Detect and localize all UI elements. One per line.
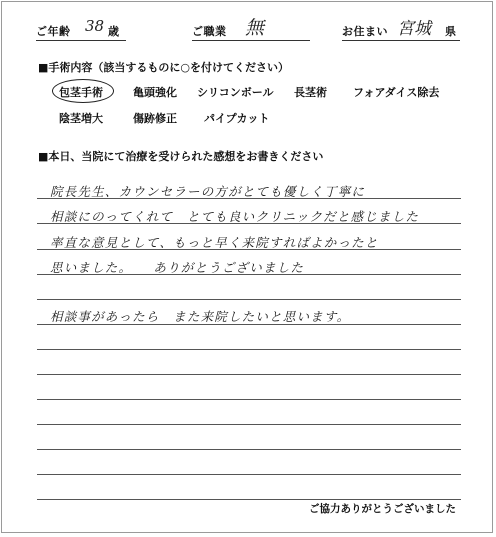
ruled-line [37, 399, 461, 400]
ruled-line [37, 324, 461, 325]
option-houkei[interactable]: 包茎手術 [59, 86, 103, 99]
impressions-title: ■本日、当院にて治療を受けられた感想をお書きください [38, 150, 324, 163]
ruled-line [37, 499, 461, 500]
ruled-line [37, 198, 461, 199]
impression-line-4: 思いました。 ありがとうございました [50, 260, 305, 275]
impression-line-6: 相談事があったら また来院したいと思います。 [50, 309, 351, 324]
selected-circle-mark [52, 79, 114, 103]
footer-thanks: ご協力ありがとうございました [309, 503, 456, 515]
job-value: 無 [245, 17, 265, 39]
address-value: 宮城 [397, 19, 431, 39]
ruled-line [37, 299, 461, 300]
ruled-line [37, 349, 461, 350]
option-pipecut[interactable]: パイプカット [204, 112, 270, 125]
ruled-line [37, 374, 461, 375]
option-fordyce[interactable]: フォアダイス除去 [353, 86, 440, 99]
address-label: お住まい [342, 25, 388, 38]
age-value: 38 [85, 17, 105, 35]
procedures-title: ■手術内容（該当するものに○を付けてください） [38, 61, 289, 74]
age-underline [36, 40, 126, 41]
ruled-line [37, 274, 461, 275]
questionnaire-sheet [1, 1, 493, 533]
ruled-line [37, 449, 461, 450]
ruled-line [37, 223, 461, 224]
option-kitou[interactable]: 亀頭強化 [133, 86, 177, 99]
option-kizuato[interactable]: 傷跡修正 [133, 112, 177, 125]
impression-line-3: 率直な意見として、もっと早く来院すればよかったと [50, 235, 379, 250]
ruled-line [37, 424, 461, 425]
impression-line-1: 院長先生、カウンセラーの方がとても優しく丁寧に [50, 184, 366, 199]
address-unit: 県 [445, 25, 457, 38]
option-choukei[interactable]: 長茎術 [294, 86, 327, 99]
option-silicone[interactable]: シリコンボール [197, 86, 274, 99]
option-zoudai[interactable]: 陰茎増大 [59, 112, 103, 125]
ruled-line [37, 474, 461, 475]
impression-line-2: 相談にのってくれて とても良いクリニックだと感じました [50, 209, 420, 224]
job-underline [192, 40, 310, 41]
ruled-line [37, 249, 461, 250]
job-label: ご職業 [192, 25, 227, 38]
address-underline [342, 40, 460, 41]
age-unit: 歳 [108, 25, 120, 38]
age-label: ご年齢 [36, 25, 71, 38]
